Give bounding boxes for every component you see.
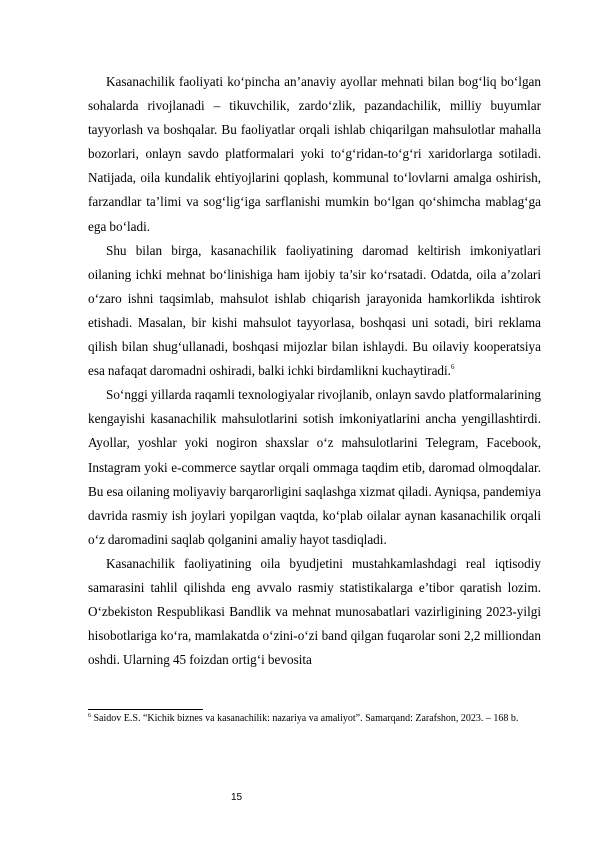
footnote-text: Saidov E.S. “Kichik biznes va kasanachilik: nazariya va amaliyot”. Samarqand: Zarafshon, 2023. – 168 b.: [91, 713, 519, 724]
footnote: [88, 712, 558, 727]
paragraph-3-text: So‘nggi yillarda raqamli texnologiyalar rivojlanib, onlayn savdo platformalarining kengayishi kasanachilik mahsulotlarini sotish imkoniyatlarini ancha yengillashtirdi. Ayollar, yoshlar yoki nogiron shaxslar o‘z mahsulotlarini Telegram, Facebook, Instagram yoki e-commerce saytlar orqali ommaga taqdim etib, daromad olmoqdalar. Bu esa oilaning moliyaviy barqarorligini saqlashga xizmat qiladi. Ayniqsa, pandemiya davrida rasmiy ish joylari yopilgan vaqtda, ko‘plab oilalar aynan kasanachilik orqali o‘z daromadini saqlab qolganini amaliy hayot tasdiqladi.: [88, 387, 541, 547]
paragraph-3: [88, 383, 541, 552]
document-page: [88, 0, 541, 842]
paragraph-2: [88, 239, 541, 384]
footnote-mark: 6: [88, 713, 91, 719]
paragraph-2-text: Shu bilan birga, kasanachilik faoliyatining daromad keltirish imkoniyatlari oilaning ichki mehnat bo‘linishiga ham ijobiy ta’sir ko‘rsatadi. Odatda, oila a’zolari o‘zaro ishni taqsimlab, mahsulot ishlab chiqarish jarayonida hamkorlikda ishtirok etishadi. Masalan, bir kishi mahsulot tayyorlasa, boshqasi uni sotadi, biri reklama qilish bilan shug‘ullanadi, boshqasi mijozlar bilan ishlaydi. Bu oilaviy kooperatsiya esa nafaqat daromadni oshiradi, balki ichki birdamlikni kuchaytiradi.: [88, 242, 541, 379]
page-number: 15: [231, 792, 243, 803]
body-text: [88, 70, 541, 672]
paragraph-4: [88, 552, 541, 672]
paragraph-1: [88, 70, 541, 239]
paragraph-4-text: Kasanachilik faoliyatining oila byudjetini mustahkamlashdagi real iqtisodiy samarasini tahlil qilishda eng avvalo rasmiy statistikalarga e’tibor qaratish lozim. O‘zbekiston Respublikasi Bandlik va mehnat munosabatlari vazirligining 2023-yilgi hisobotlariga ko‘ra, mamlakatda o‘zini-o‘zi band qilgan fuqarolar soni 2,2 milliondan oshdi. Ularning 45 foizdan ortig‘i bevosita: [88, 555, 541, 668]
footnote-reference[interactable]: 6: [450, 363, 455, 372]
paragraph-1-text: Kasanachilik faoliyati ko‘pincha an’anaviy ayollar mehnati bilan bog‘liq bo‘lgan sohalarda rivojlanadi – tikuvchilik, zardo‘zlik, pazandachilik, milliy buyumlar tayyorlash va boshqalar. Bu faoliyatlar orqali ishlab chiqarilgan mahsulotlar mahalla bozorlari, onlayn savdo platformalari yoki to‘g‘ridan-to‘g‘ri xaridorlarga sotiladi. Natijada, oila kundalik ehtiyojlarini qoplash, kommunal to‘lovlarni amalga oshirish, farzandlar ta’limi va sog‘lig‘iga sarflanishi mumkin bo‘lgan qo‘shimcha mablag‘ga ega bo‘ladi.: [88, 74, 541, 234]
footnote-divider: [88, 709, 203, 710]
